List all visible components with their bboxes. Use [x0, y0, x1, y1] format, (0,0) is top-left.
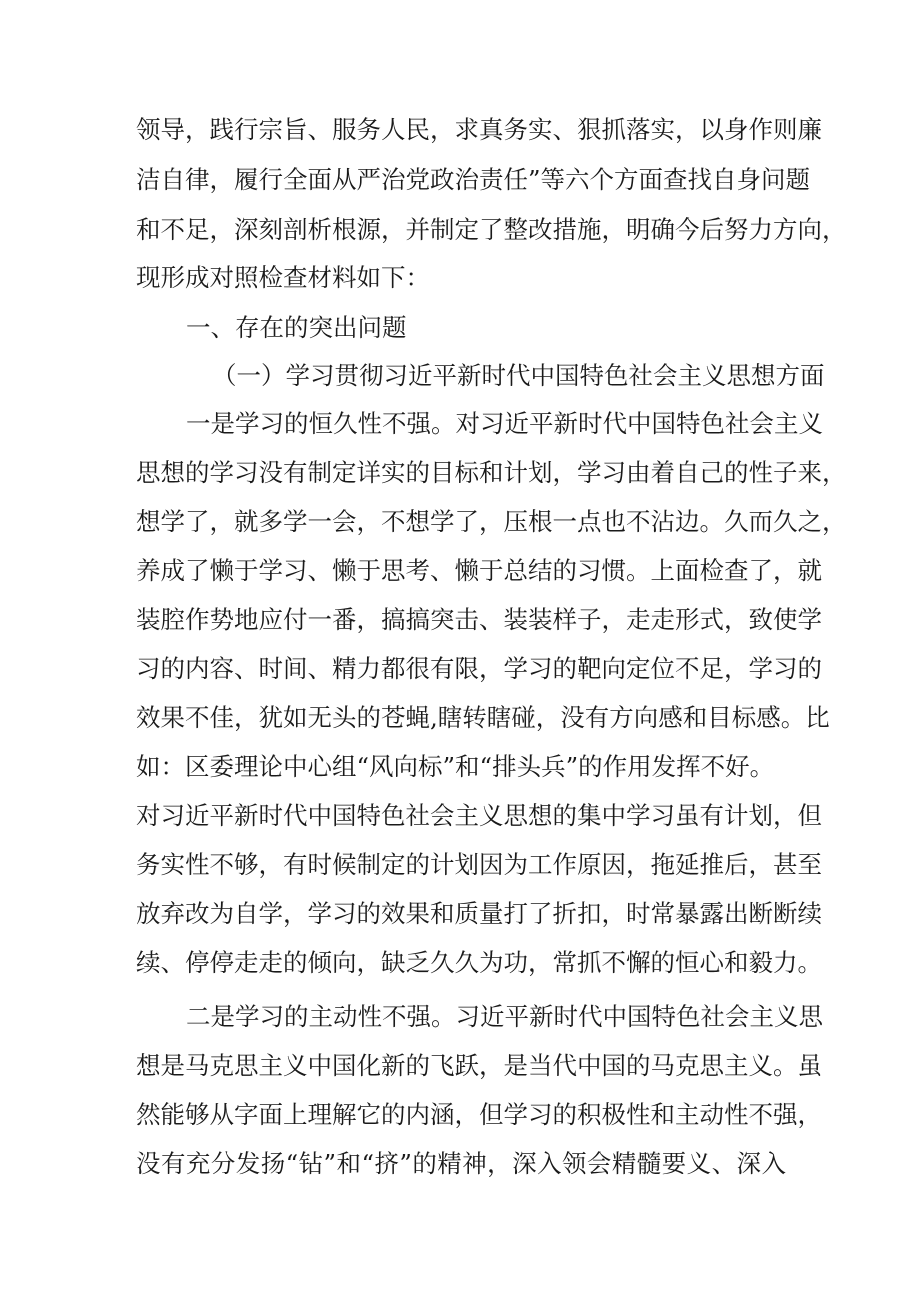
paragraph-line-18: 续、停停走走的倾向，缺乏久久为功，常抓不懈的恒心和毅力。	[136, 948, 822, 977]
paragraph-line-4: 现形成对照检查材料如下：	[136, 263, 430, 292]
paragraph-line-2: 洁自律，履行全面从严治党政治责任”等六个方面查找自身问题	[136, 165, 811, 194]
paragraph-line-17: 放弃改为自学，学习的效果和质量打了折扣，时常暴露出断断续	[136, 899, 822, 928]
paragraph-line-3: 和不足，深刻剖析根源，并制定了整改措施，明确今后努力方向，	[136, 215, 847, 244]
subsection-heading: （一）学习贯彻习近平新时代中国特色社会主义思想方面	[212, 361, 825, 390]
paragraph-line-14: 如：区委理论中心组“风向标”和“排头兵”的作用发挥不好。	[136, 752, 775, 781]
paragraph-line-20: 想是马克思主义中国化新的飞跃，是当代中国的马克思主义。虽	[136, 1051, 822, 1080]
section-heading: 一、存在的突出问题	[186, 313, 407, 342]
paragraph-line-10: 养成了懒于学习、懒于思考、懒于总结的习惯。上面检查了，就	[136, 556, 822, 585]
paragraph-line-22: 没有充分发扬“钻”和“挤”的精神，深入领会精髓要义、深入	[136, 1149, 786, 1178]
paragraph-line-12: 习的内容、时间、精力都很有限，学习的靶向定位不足，学习的	[136, 654, 822, 683]
paragraph-line-19: 二是学习的主动性不强。习近平新时代中国特色社会主义思	[186, 1002, 823, 1031]
paragraph-line-8: 思想的学习没有制定详实的目标和计划，学习由着自己的性子来，	[136, 458, 847, 487]
paragraph-line-9: 想学了，就多学一会，不想学了，压根一点也不沾边。久而久之，	[136, 507, 847, 536]
paragraph-line-21: 然能够从字面上理解它的内涵，但学习的积极性和主动性不强，	[136, 1100, 822, 1129]
paragraph-line-7: 一是学习的恒久性不强。对习近平新时代中国特色社会主义	[186, 409, 823, 438]
paragraph-line-15: 对习近平新时代中国特色社会主义思想的集中学习虽有计划，但	[136, 801, 822, 830]
paragraph-line-16: 务实性不够，有时候制定的计划因为工作原因，拖延推后，甚至	[136, 850, 822, 879]
paragraph-line-13: 效果不佳，犹如无头的苍蝇,瞎转瞎碰，没有方向感和目标感。比	[136, 703, 830, 732]
paragraph-line-11: 装腔作势地应付一番，搞搞突击、装装样子，走走形式，致使学	[136, 605, 822, 634]
paragraph-line-1: 领导，践行宗旨、服务人民，求真务实、狠抓落实，以身作则廉	[136, 115, 822, 144]
